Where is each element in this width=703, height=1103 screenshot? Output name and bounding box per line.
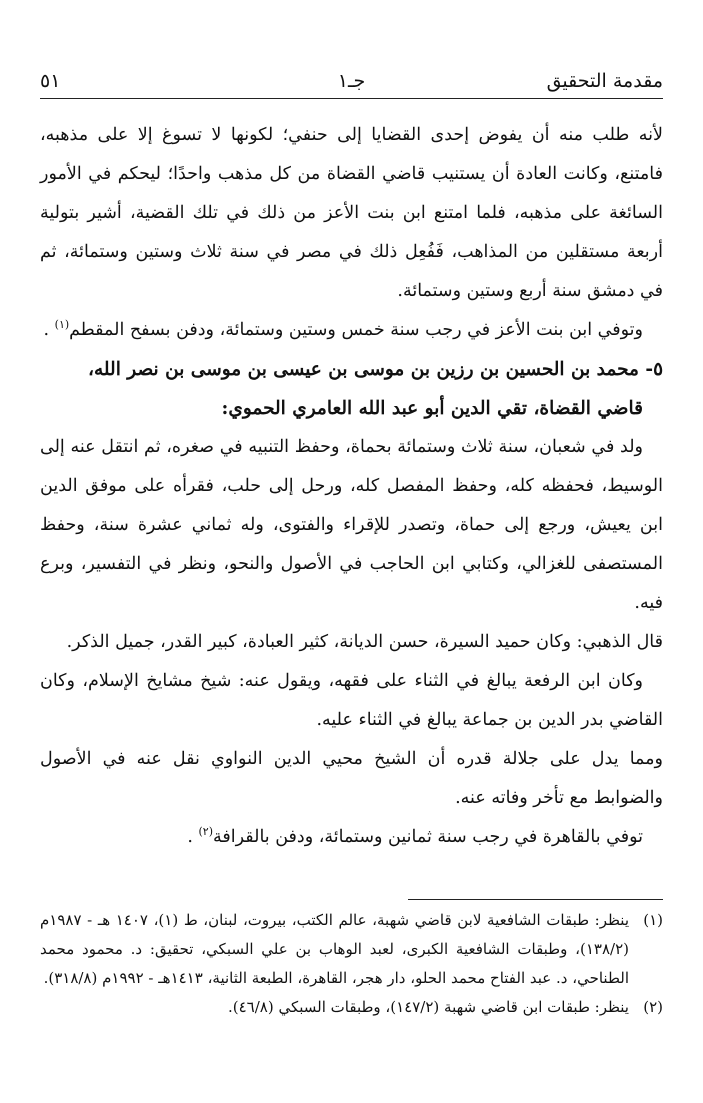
- header-divider: [40, 98, 663, 99]
- paragraph: ولد في شعبان، سنة ثلاث وستمائة بحماة، وحفظ التنبيه في صغره، ثم انتقل عنه إلى الوسيط، فحفظه كله، وحفظ المفصل كله، ورحل إلى حلب، فقرأه على موفق الدين ابن يعيش، ورجع إلى حماة، وتصدر للإقراء والفتوى، وله ثماني عشرة سنة، وحفظ المستصفى للغزالي، وكتابي ابن الحاجب في الأصول والنحو، ونظر في التفسير، وبرع فيه.: [40, 437, 663, 613]
- entry-name-line: محمد بن الحسين بن رزين بن موسى بن عيسى بن موسى بن نصر الله،: [88, 359, 639, 380]
- footnote-reference: (٢): [198, 825, 213, 839]
- page-number: ٥١: [40, 70, 61, 92]
- paragraph-text: توفي بالقاهرة في رجب سنة ثمانين وستمائة، ودفن بالقرافة: [213, 827, 643, 847]
- paragraph: ومما يدل على جلالة قدره أن الشيخ محيي الدين النواوي نقل عنه في الأصول والضوابط مع تأخر وفاته عنه.: [40, 749, 663, 808]
- paragraph: [40, 818, 663, 857]
- footnote: [40, 993, 663, 1022]
- biography-entry-heading: [40, 350, 663, 428]
- footnote-reference: (١): [54, 318, 70, 332]
- paragraph-text: وتوفي ابن بنت الأعز في رجب سنة خمس وستين وستمائة، ودفن بسفح المقطم: [69, 320, 643, 340]
- paragraph: قال الذهبي: وكان حميد السيرة، حسن الديانة، كثير العبادة، كبير القدر، جميل الذكر.: [66, 632, 663, 652]
- footnote-number: (٢): [643, 998, 663, 1016]
- paragraph: لأنه طلب منه أن يفوض إحدى القضايا إلى حنفي؛ لكونها لا تسوغ إلا على مذهبه، فامتنع، وكانت العادة أن يستنيب قاضي القضاة من كل مذهب واحدًا؛ ليحكم في الأمور السائغة على مذهبه، فلما امتنع ابن بنت الأعز من ذلك في تلك القضية، أشير بتولية أربعة مستقلين من المذاهب، فَفُعِل ذلك في مصر في سنة ثلاث وستين وستمائة، ثم في دمشق سنة أربع وستين وستمائة.: [40, 125, 663, 301]
- footnote-text: ينظر: طبقات ابن قاضي شهبة (١٤٧/٢)، وطبقات السبكي (٤٦/٨).: [228, 998, 629, 1016]
- footnote-divider: [408, 899, 663, 900]
- footnote: [40, 906, 663, 993]
- footnotes: [40, 906, 663, 1022]
- running-header: [40, 58, 663, 92]
- header-title: مقدمة التحقيق: [546, 70, 663, 92]
- paragraph: وكان ابن الرفعة يبالغ في الثناء على فقهه، ويقول عنه: شيخ مشايخ الإسلام، وكان القاضي بدر الدين بن جماعة يبالغ في الثناء عليه.: [40, 671, 663, 730]
- entry-number: ٥-: [645, 359, 663, 380]
- footnote-number: (١): [643, 911, 663, 929]
- paragraph-end: .: [43, 320, 50, 340]
- entry-title-line: قاضي القضاة، تقي الدين أبو عبد الله العامري الحموي:: [221, 398, 643, 419]
- paragraph-end: .: [187, 827, 193, 847]
- footnote-text: ينظر: طبقات الشافعية لابن قاضي شهبة، عالم الكتب، بيروت، لبنان، ط (١)، ١٤٠٧ هـ - ١٩٨٧م (١٣٨/٢)، وطبقات الشافعية الكبرى، لعبد الوهاب بن علي السبكي، تحقيق: د. محمود محمد الطناحي، د. عبد الفتاح محمد الحلو، دار هجر، القاهرة، الطبعة الثانية، ١٤١٣هـ - ١٩٩٢م (٣١٨/٨).: [40, 911, 629, 987]
- header-volume: جـ١: [337, 70, 366, 92]
- main-text: [40, 116, 663, 857]
- paragraph: [40, 311, 663, 350]
